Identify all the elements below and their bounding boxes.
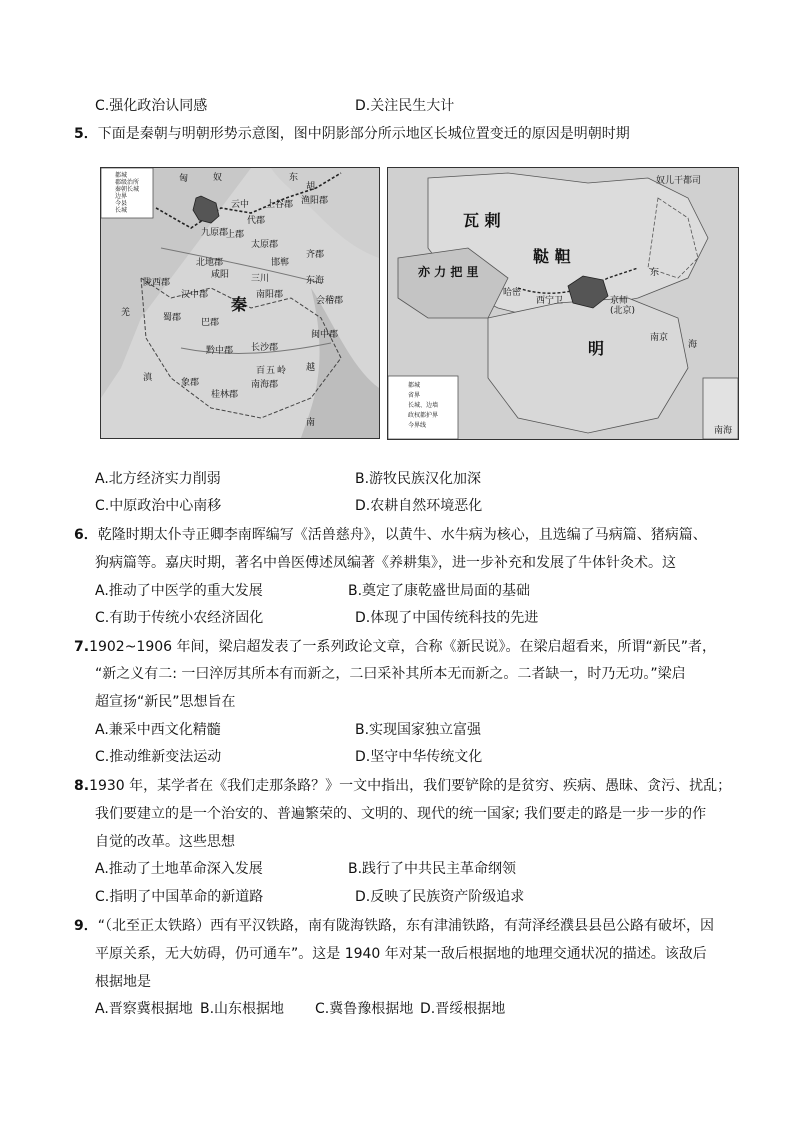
q7-line-2: “新之义有二: 一曰淬厉其所本有而新之，二曰采补其所本无而新之。二者缺一，时乃无功。”梁启	[95, 666, 686, 682]
q5-stem-text: 下面是秦朝与明朝形势示意图，图中阴影部分所示地区长城位置变迁的原因是明朝时期	[97, 126, 630, 142]
qin-label-changsha: 长沙郡	[251, 343, 279, 353]
ming-label-dong: 东	[650, 268, 660, 278]
q7-option-b: B.实现国家独立富强	[355, 722, 482, 738]
q5-option-a: A.北方经济实力削弱	[95, 471, 221, 487]
q7-text-1: 1902~1906 年间，梁启超发表了一系列政论文章，合称《新民说》。在梁启超看来，所谓“新民”者，	[89, 639, 717, 655]
q9-option-d: D.晋绥根据地	[420, 1001, 506, 1017]
qin-label-baiyue: 百	[256, 366, 266, 376]
qin-map-legend	[103, 170, 151, 216]
qin-label-yunzhong: 云中	[231, 200, 250, 210]
qin-label-beidi: 北地郡	[196, 258, 224, 268]
qin-label-xiongnu: 匈	[179, 174, 189, 184]
qin-label-dian: 滇	[143, 373, 153, 383]
ming-label-jingshi: 京师	[610, 296, 629, 306]
qin-label-ling: 岭	[277, 366, 287, 376]
qin-label-shanggu: 上谷郡	[266, 200, 294, 210]
ming-label-wala: 瓦 剌	[463, 211, 501, 230]
q9-number: 9．	[74, 918, 98, 934]
q9-line-1	[74, 917, 714, 935]
q5-number: 5．	[74, 126, 98, 142]
q9-option-b: B.山东根据地	[200, 1001, 285, 1017]
q7-line-1	[74, 638, 716, 656]
ming-label-dada: 鞑 靼	[533, 247, 571, 266]
qin-label-jiuyuan: 九原郡	[201, 228, 229, 238]
qin-label-donghai: 东海	[306, 276, 325, 286]
q6-text-1: 乾隆时期太仆寺正卿李南晖编写《活兽慈舟》，以黄牛、水牛病为核心，且选编了马病篇、猪病篇、	[97, 527, 707, 543]
q9-line-2: 平原关系，无大妨碍，仍可通车”。这是 1940 年对某一敌后根据地的地理交通状况的描述。该敌后	[95, 946, 707, 962]
qin-label-qiang: 羌	[121, 308, 131, 318]
qin-label-wu: 五	[266, 366, 276, 376]
ming-legend-1: 省界	[408, 392, 421, 399]
qin-legend-3: 边界	[115, 193, 128, 200]
q9-option-a: A.晋察冀根据地	[95, 1001, 193, 1017]
qin-legend-1: 郡级治所	[115, 179, 140, 186]
q8-line-2: 我们要建立的是一个治安的、普遍繁荣的、文明的、现代的统一国家; 我们要走的路是一步一步的作	[95, 806, 707, 822]
q7-option-d: D.坚守中华传统文化	[355, 749, 483, 765]
qin-label-qi: 齐郡	[306, 250, 325, 260]
ming-label-hai: 海	[688, 340, 698, 350]
qin-label-hanzhong: 汉中郡	[181, 290, 209, 300]
ming-label-ming: 明	[588, 339, 605, 358]
qin-legend-5: 长城	[115, 207, 128, 214]
qin-label-ba: 巴郡	[201, 318, 220, 328]
qin-legend-2: 秦朝长城	[115, 186, 140, 193]
q6-line-2: 狗病篇等。嘉庆时期，著名中兽医傅述凤编著《养耕集》，进一步补充和发展了牛体针灸术。这	[95, 555, 676, 571]
q4-option-d: D.关注民生大计	[355, 98, 455, 114]
q8-line-3: 自觉的改革。这些思想	[95, 834, 235, 850]
q7-option-c: C.推动维新变法运动	[95, 749, 222, 765]
qin-label-shu: 蜀郡	[163, 313, 182, 323]
qin-label-yue: 越	[306, 363, 316, 373]
ming-label-chiliba: 亦 力 把 里	[418, 265, 479, 279]
ming-label-nanjing: 南京	[650, 333, 669, 343]
qin-legend-4: 今县	[115, 200, 128, 207]
ming-legend-3: 政权都护界	[408, 412, 439, 419]
q5-option-c: C.中原政治中心南移	[95, 498, 222, 514]
ming-legend-4: 今界线	[408, 422, 427, 429]
qin-label-nanhai: 南海郡	[251, 380, 279, 390]
q9-text-1: “（北至正太铁路）西有平汉铁路，南有陇海铁路，东有津浦铁路，有菏泽经濮县县邑公路有破坏，因	[97, 918, 715, 934]
qin-label-dai: 代郡	[247, 216, 266, 226]
q6-line-1	[74, 526, 707, 544]
qin-label-dong: 东	[289, 173, 299, 183]
qin-label-hu: 胡	[306, 182, 316, 192]
ming-label-nurgan: 奴儿干都司	[656, 176, 702, 186]
qin-label-qianzhong: 黔中郡	[206, 346, 234, 356]
q5-option-d: D.农耕自然环境恶化	[355, 498, 483, 514]
qin-label-shang: 上郡	[226, 230, 245, 240]
q7-number: 7.	[74, 639, 90, 655]
qin-label-yuyang: 渔阳郡	[301, 196, 329, 206]
q8-option-b: B.践行了中共民主革命纲领	[348, 861, 517, 877]
ming-legend-2: 长城、边墙	[408, 402, 439, 409]
q9-option-c: C.冀鲁豫根据地	[315, 1001, 414, 1017]
q6-option-c: C.有助于传统小农经济固化	[95, 610, 264, 626]
q8-option-c: C.指明了中国革命的新道路	[95, 889, 264, 905]
qin-label-xiangjun: 象郡	[181, 378, 200, 388]
qin-label-guilin: 桂林郡	[211, 390, 239, 400]
q8-text-1: 1930 年，某学者在《我们走那条路？》一文中指出，我们要铲除的是贫穷、疾病、愚昧、贪污、扰乱；	[89, 778, 732, 794]
qin-label-nan: 南	[306, 418, 316, 428]
q8-number: 8.	[74, 778, 90, 794]
q8-line-1	[74, 777, 731, 795]
q7-option-a: A.兼采中西文化精髓	[95, 722, 221, 738]
q5-stem	[74, 125, 630, 143]
q6-number: 6．	[74, 527, 98, 543]
qin-label-handan: 邯郸	[271, 258, 290, 268]
qin-label-nu: 奴	[213, 173, 223, 183]
qin-label-sanchuan: 三川	[251, 274, 270, 284]
q8-option-d: D.反映了民族资产阶级追求	[355, 889, 525, 905]
qin-label-nanyang: 南阳郡	[256, 290, 284, 300]
ming-label-beijing: (北京)	[610, 306, 636, 316]
qin-label-kuaiji: 会稽郡	[316, 296, 344, 306]
ming-dynasty-map	[387, 167, 739, 440]
qin-label-xianyang: 咸阳	[211, 270, 230, 280]
qin-legend-0: 都城	[115, 172, 128, 179]
q9-line-3: 根据地是	[95, 974, 151, 990]
qin-label-qin: 秦	[231, 295, 248, 314]
q7-line-3: 超宣扬“新民”思想旨在	[95, 694, 236, 710]
qin-dynasty-map	[100, 167, 380, 439]
ming-label-xining: 西宁卫	[536, 296, 564, 306]
ming-label-inset: 南海	[714, 426, 733, 436]
ming-label-hami: 哈密	[503, 288, 522, 298]
qin-label-taiyuan: 太原郡	[251, 240, 279, 250]
qin-label-minzhong: 闽中郡	[311, 330, 339, 340]
ming-map-legend	[390, 380, 456, 436]
ming-legend-0: 都城	[408, 382, 421, 389]
q6-option-d: D.体现了中国传统科技的先进	[355, 610, 539, 626]
q8-option-a: A.推动了土地革命深入发展	[95, 861, 263, 877]
q6-option-b: B.奠定了康乾盛世局面的基础	[348, 583, 531, 599]
q5-option-b: B.游牧民族汉化加深	[355, 471, 482, 487]
q6-option-a: A.推动了中医学的重大发展	[95, 583, 263, 599]
qin-label-longxi: 陇西郡	[143, 278, 171, 288]
q4-option-c: C.强化政治认同感	[95, 98, 208, 114]
